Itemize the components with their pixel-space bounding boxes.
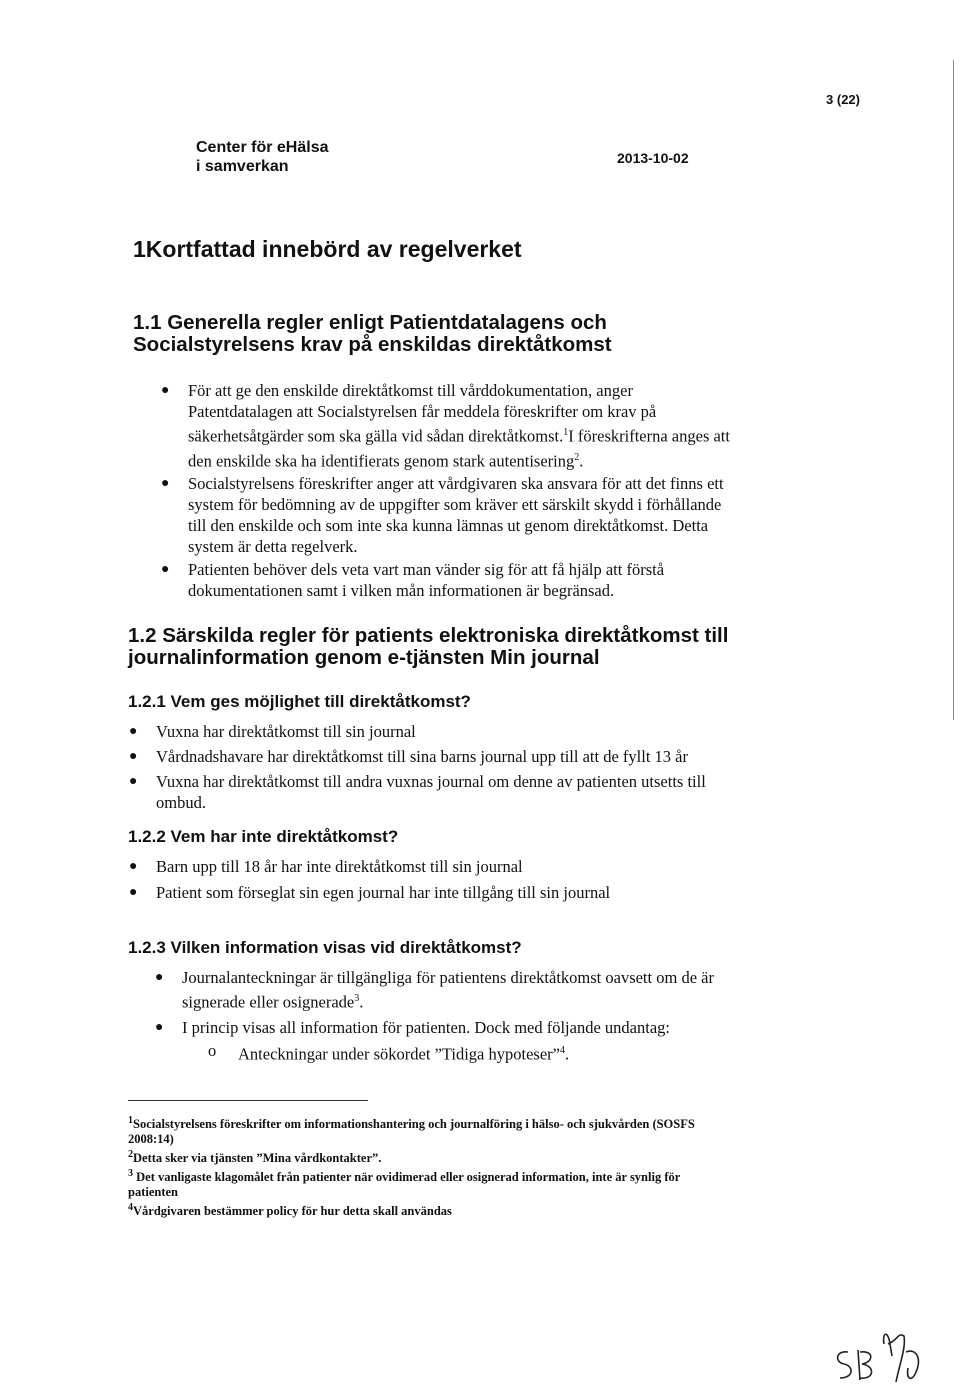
footnote-3-cont: patienten xyxy=(128,1185,178,1200)
bullet-icon: ● xyxy=(129,749,138,764)
section-1-2-heading xyxy=(128,625,728,669)
heading-line: 1.2 Särskilda regler för patients elektroniska direktåtkomst till xyxy=(128,624,729,647)
text: Anteckningar under sökordet ”Tidiga hypoteser” xyxy=(238,1044,560,1063)
list-item xyxy=(161,380,798,471)
line: Patienten behöver dels veta vart man vänder sig för att få hjälp att förstå xyxy=(188,560,665,579)
organization-name xyxy=(196,138,329,176)
text: I föreskrifterna anges att xyxy=(568,426,730,446)
section-1-1-heading xyxy=(133,312,612,356)
text: I princip visas all information för patienten. Dock med följande undantag: xyxy=(182,1017,670,1037)
footnote-1-cont: 2008:14) xyxy=(128,1132,174,1147)
footnote-ref: 3 xyxy=(354,993,360,1004)
line xyxy=(188,447,798,472)
sub-list-item xyxy=(208,1040,802,1065)
footnote-ref: 1 xyxy=(563,427,569,438)
section-1-2-1-heading: 1.2.1 Vem ges möjlighet till direktåtkomst? xyxy=(128,692,471,711)
line: system är detta regelverk. xyxy=(188,537,358,556)
bullet-icon: ● xyxy=(129,774,138,789)
line: system för bedömning av de uppgifter som kräver ett särskilt skydd i förhållande xyxy=(188,495,722,514)
text: signerade eller osignerade xyxy=(182,992,355,1012)
list-item xyxy=(129,856,806,877)
section-1-2-1-list xyxy=(129,721,806,813)
text: den enskilde ska ha identifierats genom stark autentisering xyxy=(188,451,575,470)
heading-line: 1.1 Generella regler enligt Patientdatalagens och xyxy=(133,311,607,334)
document-date: 2013-10-02 xyxy=(617,150,689,166)
line: Socialstyrelsens föreskrifter anger att vårdgivaren ska ansvara för att det finns ett xyxy=(188,474,724,493)
line: För att ge den enskilde direktåtkomst till vårddokumentation, anger xyxy=(188,381,633,400)
text: . xyxy=(564,1044,570,1063)
section-1-2-3-list xyxy=(155,967,802,1064)
footnote-number: 1 xyxy=(128,1115,133,1126)
line xyxy=(188,422,798,447)
list-item xyxy=(129,746,806,767)
bullet-icon: ● xyxy=(155,1019,164,1035)
list-item xyxy=(129,882,806,903)
org-line-1: Center för eHälsa xyxy=(196,139,329,156)
footnote-ref: 4 xyxy=(559,1044,565,1056)
line: dokumentationen samt i vilken mån informationen är begränsad. xyxy=(188,581,615,600)
list-item xyxy=(155,1017,802,1038)
page-number: 3 (22) xyxy=(826,92,860,107)
line: Patentdatalagen att Socialstyrelsen får meddela föreskrifter om krav på xyxy=(188,402,657,421)
footnote-separator xyxy=(128,1100,368,1101)
bullet-icon: ● xyxy=(129,724,138,739)
text: Detta sker via tjänsten ”Mina vårdkontakter”. xyxy=(133,1151,382,1166)
list-item xyxy=(161,559,798,601)
circle-bullet-icon: o xyxy=(208,1040,217,1060)
bullet-icon: ● xyxy=(155,970,164,985)
section-1-2-2-list xyxy=(129,856,806,903)
footnote-number: 3 xyxy=(128,1168,133,1180)
text: Vuxna har direktåtkomst till andra vuxnas journal om denne av patienten utsetts till xyxy=(156,772,706,791)
bullet-icon: ● xyxy=(129,859,138,874)
text: Barn upp till 18 år har inte direktåtkomst till sin journal xyxy=(156,857,523,876)
text xyxy=(182,988,802,1013)
scan-edge-line xyxy=(953,60,954,720)
footnote-4 xyxy=(128,1200,828,1219)
list-item xyxy=(129,771,806,813)
footnote-2 xyxy=(128,1147,828,1166)
org-line-2: i samverkan xyxy=(196,158,289,175)
text: Vårdgivaren bestämmer policy för hur detta skall användas xyxy=(133,1204,452,1219)
footnote-number: 2 xyxy=(128,1149,133,1161)
bullet-icon: ● xyxy=(161,562,170,577)
list-item xyxy=(155,967,802,1013)
text: säkerhetsåtgärder som ska gälla vid sådan direktåtkomst. xyxy=(188,426,564,446)
bullet-icon: ● xyxy=(161,383,170,398)
bullet-icon: ● xyxy=(129,885,138,900)
text: Det vanligaste klagomålet från patienter när ovidimerad eller osignerad information, inte är synlig för xyxy=(136,1170,681,1185)
text: ombud. xyxy=(156,793,206,812)
text: Vuxna har direktåtkomst till sin journal xyxy=(156,722,416,741)
footnote-1 xyxy=(128,1113,828,1132)
text: Journalanteckningar är tillgängliga för patientens direktåtkomst oavsett om de är xyxy=(182,968,714,987)
list-item xyxy=(129,721,806,742)
section-1-2-3-heading: 1.2.3 Vilken information visas vid direktåtkomst? xyxy=(128,938,522,957)
heading-line: Socialstyrelsens krav på enskildas direktåtkomst xyxy=(133,333,612,356)
heading-line: journalinformation genom e-tjänsten Min journal xyxy=(128,646,600,669)
footnote-number: 4 xyxy=(128,1202,133,1214)
section-1-1-list xyxy=(161,380,798,601)
bullet-icon: ● xyxy=(161,476,170,491)
text: Socialstyrelsens föreskrifter om informationshantering och journalföring i hälso- och sjukvården (SOSFS xyxy=(133,1117,695,1132)
text: Vårdnadshavare har direktåtkomst till sina barns journal upp till att de fyllt 13 år xyxy=(156,747,688,766)
text: Patient som förseglat sin egen journal har inte tillgång till sin journal xyxy=(156,883,611,902)
signature-initials xyxy=(826,1322,936,1392)
footnote-ref: 2 xyxy=(574,451,580,463)
text: . xyxy=(359,992,364,1012)
footnote-3 xyxy=(128,1166,828,1185)
footnotes xyxy=(128,1113,828,1220)
text: . xyxy=(579,451,584,470)
chapter-heading: 1Kortfattad innebörd av regelverket xyxy=(133,236,522,262)
line: till den enskilde och som inte ska kunna lämnas ut genom direktåtkomst. Detta xyxy=(188,516,709,535)
section-1-2-2-heading: 1.2.2 Vem har inte direktåtkomst? xyxy=(128,827,399,846)
list-item xyxy=(161,473,798,557)
